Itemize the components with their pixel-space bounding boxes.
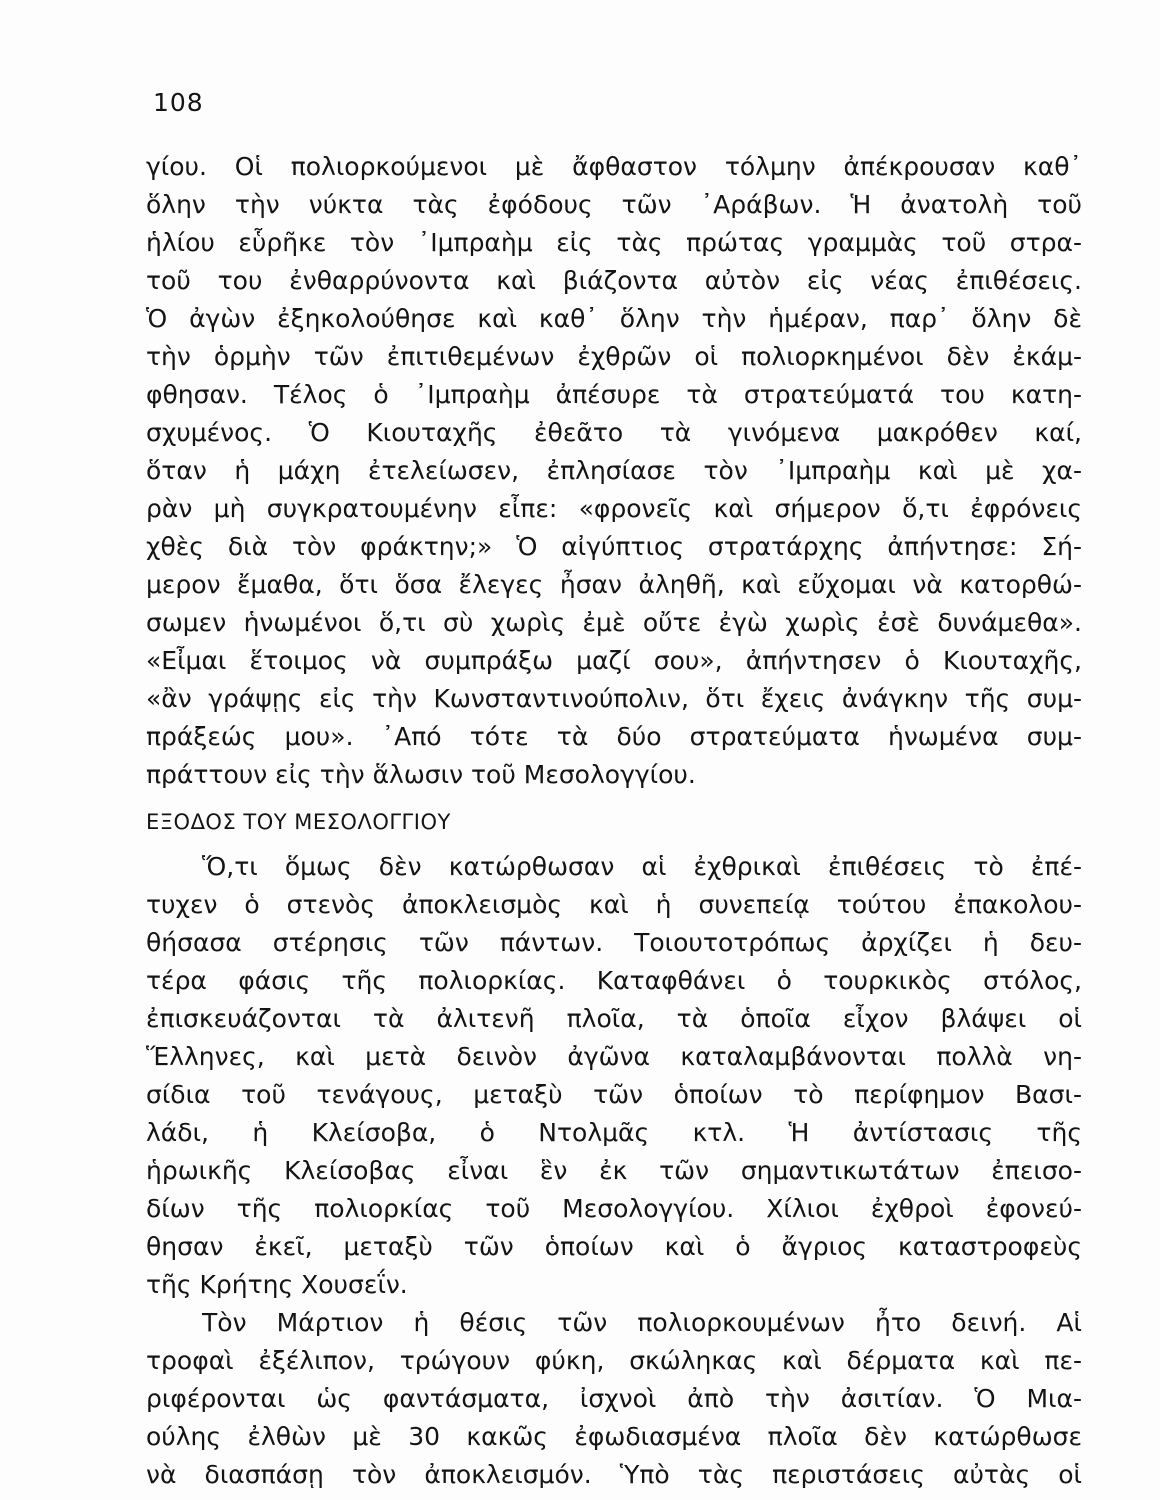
- paragraph-siege-defense: [146, 148, 1082, 794]
- text-line: ὅλην τὴν νύκτα τὰς ἐφόδους τῶν ᾽Αράβων. Ἡ ἀνατολὴ τοῦ: [146, 190, 1082, 219]
- text-line: ἐπισκευάζονται τὰ ἀλιτενῆ πλοῖα, τὰ ὁποῖα εἶχον βλάψει οἱ: [146, 1004, 1082, 1033]
- text-line: Ὅ,τι ὅμως δὲν κατώρθωσαν αἱ ἐχθρικαὶ ἐπιθέσεις τὸ ἐπέ-: [202, 852, 1082, 881]
- text-line: τυχεν ὁ στενὸς ἀποκλεισμὸς καὶ ἡ συνεπείᾳ τούτου ἐπακολου-: [146, 890, 1082, 919]
- page-number: 108: [153, 88, 204, 117]
- text-line: ἡρωικῆς Κλείσοβας εἶναι ἓν ἐκ τῶν σημαντικωτάτων ἐπεισο-: [146, 1156, 1082, 1185]
- text-line: «ἂν γράψῃς εἰς τὴν Κωνσταντινούπολιν, ὅτι ἔχεις ἀνάγκην τῆς συμ-: [146, 684, 1082, 713]
- text-line: φθησαν. Τέλος ὁ ᾽Ιμπραὴμ ἀπέσυρε τὰ στρατεύματά του κατη-: [146, 380, 1082, 409]
- text-line: θήσασα στέρησις τῶν πάντων. Τοιουτοτρόπως ἀρχίζει ἡ δευ-: [146, 928, 1082, 957]
- text-line: γίου. Οἱ πολιορκούμενοι μὲ ἄφθαστον τόλμην ἀπέκρουσαν καθ᾽: [146, 152, 1082, 181]
- text-line: τὴν ὁρμὴν τῶν ἐπιτιθεμένων ἐχθρῶν οἱ πολιορκημένοι δὲν ἐκάμ-: [146, 342, 1082, 371]
- paragraph-march-famine: [146, 1304, 1082, 1494]
- text-line: τῆς Κρήτης Χουσεΐν.: [146, 1270, 408, 1299]
- text-line: ὅταν ἡ μάχη ἐτελείωσεν, ἐπλησίασε τὸν ᾽Ιμπραὴμ καὶ μὲ χα-: [146, 456, 1082, 485]
- text-line: ἡλίου εὗρῆκε τὸν ᾽Ιμπραὴμ εἰς τὰς πρώτας γραμμὰς τοῦ στρα-: [146, 228, 1082, 257]
- text-line: θησαν ἐκεῖ, μεταξὺ τῶν ὁποίων καὶ ὁ ἄγριος καταστροφεὺς: [146, 1232, 1082, 1261]
- text-line: νὰ διασπάσῃ τὸν ἀποκλεισμόν. Ὑπὸ τὰς περιστάσεις αὐτὰς οἱ: [146, 1460, 1082, 1489]
- text-line: Ὁ ἀγὼν ἐξηκολούθησε καὶ καθ᾽ ὅλην τὴν ἡμέραν, παρ᾽ ὅλην δὲ: [146, 304, 1082, 333]
- text-line: ριφέρονται ὡς φαντάσματα, ἰσχνοὶ ἀπὸ τὴν ἀσιτίαν. Ὁ Μια-: [146, 1384, 1082, 1413]
- text-line: πράττουν εἰς τὴν ἅλωσιν τοῦ Μεσολογγίου.: [146, 760, 696, 789]
- paragraph-blockade: [146, 848, 1082, 1304]
- text-line: ρὰν μὴ συγκρατουμένην εἶπε: «φρονεῖς καὶ σήμερον ὅ,τι ἐφρόνεις: [146, 494, 1082, 523]
- text-line: σχυμένος. Ὁ Κιουταχῆς ἐθεᾶτο τὰ γινόμενα μακρόθεν καί,: [146, 418, 1082, 447]
- text-line: πράξεώς μου». ᾽Από τότε τὰ δύο στρατεύματα ἡνωμένα συμ-: [146, 722, 1082, 751]
- text-line: τροφαὶ ἐξέλιπον, τρώγουν φύκη, σκώληκας καὶ δέρματα καὶ πε-: [146, 1346, 1082, 1375]
- text-line: μερον ἔμαθα, ὅτι ὅσα ἔλεγες ἦσαν ἀληθῆ, καὶ εὔχομαι νὰ κατορθώ-: [146, 570, 1082, 599]
- text-line: λάδι, ἡ Κλείσοβα, ὁ Ντολμᾶς κτλ. Ἡ ἀντίστασις τῆς: [146, 1118, 1082, 1147]
- body-text: [146, 148, 1082, 1494]
- section-heading: ΕΞΟΔΟΣ ΤΟΥ ΜΕΣΟΛΟΓΓΙΟΥ: [146, 810, 451, 834]
- text-line: τοῦ του ἐνθαρρύνοντα καὶ βιάζοντα αὐτὸν εἰς νέας ἐπιθέσεις.: [146, 266, 1082, 295]
- text-line: σίδια τοῦ τενάγους, μεταξὺ τῶν ὁποίων τὸ περίφημον Βασι-: [146, 1080, 1082, 1109]
- text-line: Τὸν Μάρτιον ἡ θέσις τῶν πολιορκουμένων ἦτο δεινή. Αἱ: [202, 1308, 1082, 1337]
- text-line: τέρα φάσις τῆς πολιορκίας. Καταφθάνει ὁ τουρκικὸς στόλος,: [146, 966, 1082, 995]
- text-line: σωμεν ἡνωμένοι ὅ,τι σὺ χωρὶς ἐμὲ οὔτε ἐγὼ χωρὶς ἐσὲ δυνάμεθα».: [146, 608, 1082, 637]
- text-line: Ἕλληνες, καὶ μετὰ δεινὸν ἀγῶνα καταλαμβάνονται πολλὰ νη-: [146, 1042, 1082, 1071]
- spacer: [146, 794, 1082, 800]
- text-line: «Εἶμαι ἕτοιμος νὰ συμπράξω μαζί σου», ἀπήντησεν ὁ Κιουταχῆς,: [146, 646, 1082, 675]
- text-line: ούλης ἐλθὼν μὲ 30 κακῶς ἐφωδιασμένα πλοῖα δὲν κατώρθωσε: [146, 1422, 1082, 1451]
- text-line: δίων τῆς πολιορκίας τοῦ Μεσολογγίου. Χίλιοι ἐχθροὶ ἐφονεύ-: [146, 1194, 1082, 1223]
- text-line: χθὲς διὰ τὸν φράκτην;» Ὁ αἰγύπτιος στρατάρχης ἀπήντησε: Σή-: [146, 532, 1082, 561]
